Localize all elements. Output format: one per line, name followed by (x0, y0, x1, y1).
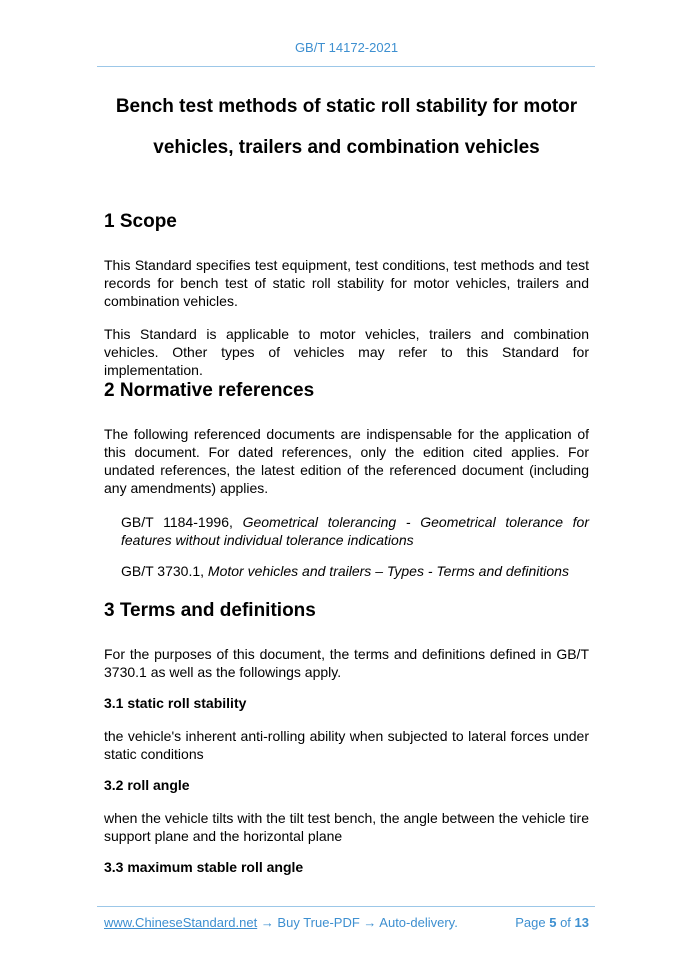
page-label: Page (515, 915, 550, 930)
footer-tagline: → Buy True-PDF → Auto-delivery. (257, 915, 458, 930)
header-divider (97, 66, 595, 67)
reference-item-2-text (121, 562, 589, 580)
reference-2-code: GB/T 3730.1, (121, 563, 208, 579)
terms-paragraph-1 (104, 645, 589, 681)
document-title (104, 86, 589, 168)
title-line-1: Bench test methods of static roll stability for motor (115, 96, 578, 117)
reference-2-title: Motor vehicles and trailers – Types - Terms and definitions (207, 563, 569, 579)
term-definition-3-1-text: the vehicle's inherent anti-rolling ability when subjected to lateral forces under static conditions (104, 728, 589, 762)
title-line-2: vehicles, trailers and combination vehicles (153, 137, 540, 158)
terms-text-1: For the purposes of this document, the terms and definitions defined in GB/T 3730.1 as well as the followings apply. (104, 646, 589, 680)
footer-divider (97, 906, 595, 907)
term-definition-3-2 (104, 809, 589, 845)
term-definition-3-1 (104, 727, 589, 763)
reference-item-1-text (121, 513, 589, 549)
scope-paragraph-1 (104, 256, 589, 310)
reference-1-title: Geometrical tolerancing - Geometrical tolerance for features without individual tolerance indications (121, 514, 589, 548)
reference-item-2 (121, 562, 589, 580)
reference-item-1 (121, 513, 589, 549)
header-doc-code: GB/T 14172-2021 (294, 40, 399, 55)
term-heading-3-1: 3.1 static roll stability (104, 695, 247, 711)
page-current: 5 (549, 915, 557, 930)
normative-paragraph-1 (104, 425, 589, 497)
term-definition-3-2-text: when the vehicle tilts with the tilt test bench, the angle between the vehicle tire support plane and the horizontal plane (104, 810, 589, 844)
normative-text-1: The following referenced documents are indispensable for the application of this document. For dated references, only the edition cited applies. For undated references, the latest edition of the referenced document (including any amendments) applies. (104, 426, 589, 496)
footer-left (104, 915, 458, 930)
scope-text-1: This Standard specifies test equipment, test conditions, test methods and test records for bench test of static roll stability for motor vehicles, trailers and combination vehicles. (104, 257, 589, 309)
scope-paragraph-2 (104, 325, 589, 379)
footer (104, 915, 589, 930)
section-heading-terms: 3 Terms and definitions (104, 600, 316, 621)
section-heading-normative: 2 Normative references (104, 380, 315, 401)
scope-text-2: This Standard is applicable to motor vehicles, trailers and combination vehicles. Other types of vehicles may refer to this Standard for implementation. (104, 326, 589, 378)
page-of: of (556, 915, 575, 930)
section-heading-scope: 1 Scope (104, 211, 177, 232)
term-heading-3-3: 3.3 maximum stable roll angle (104, 859, 304, 875)
footer-website-link[interactable]: www.ChineseStandard.net (104, 915, 258, 930)
reference-1-code: GB/T 1184-1996, (121, 514, 243, 530)
page-total: 13 (574, 915, 589, 930)
footer-page-indicator (515, 915, 589, 930)
term-heading-3-2: 3.2 roll angle (104, 777, 190, 793)
